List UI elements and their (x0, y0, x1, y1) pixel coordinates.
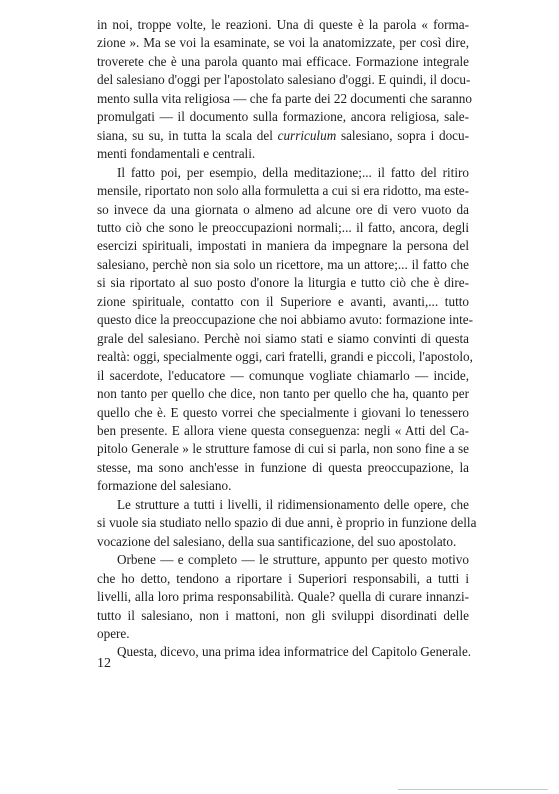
text-line: grale del salesiano. Perchè noi siamo stati e siamo convinti di questa (97, 330, 469, 346)
text-line: so invece da una giornata o almeno ad alcune ore di vero vuoto da (97, 201, 469, 217)
text-line: menti fondamentali e centrali. (97, 146, 256, 162)
text-line: siana, su su, in tutta la scala del curriculum salesiano, sopra i docu- (97, 127, 469, 143)
text-line: stesse, ma sono anch'esse in funzione di questa preoccupazione, la (97, 459, 469, 475)
text-line: il sacerdote, l'educatore — comunque vogliate chiamarlo — incide, (97, 367, 469, 383)
text-line: che ho detto, tendono a riportare i Superiori responsabili, a tutti i (97, 570, 469, 586)
text-line: mensile, riportato non solo alla formuletta a cui si era ridotto, ma este- (97, 183, 469, 199)
text-line: Le strutture a tutti i livelli, il ridimensionamento delle opere, che (117, 496, 469, 512)
text-line: Questa, dicevo, una prima idea informatrice del Capitolo Generale. (117, 644, 472, 660)
italic-term: curriculum (277, 127, 337, 143)
scan-edge-line (398, 789, 548, 790)
text-line: livelli, alla loro prima responsabilità. Quale? quella di curare innanzi- (97, 589, 469, 605)
text-line: troverete che è una parola quanto mai efficace. Formazione integrale (97, 53, 469, 69)
text-line: Il fatto poi, per esempio, della meditazione;... il fatto del ritiro (117, 164, 469, 180)
text-line: in noi, troppe volte, le reazioni. Una di queste è la parola « forma- (97, 17, 469, 32)
text-line: promulgati — il documento sulla formazione, ancora religiosa, sale- (97, 109, 469, 125)
text-line: zione ». Ma se voi la esaminate, se voi la anatomizzate, per così dire, (97, 35, 469, 51)
text-line: mento sulla vita religiosa — che fa parte dei 22 documenti che saranno (97, 90, 472, 106)
text-line: si vuole sia studiato nello spazio di due anni, è proprio in funzione della (97, 515, 477, 531)
text-line: esercizi spirituali, impostati in maniera da impegnare la persona del (97, 238, 469, 254)
text-line: formazione del salesiano. (97, 478, 232, 494)
text-line: vocazione del salesiano, della sua santificazione, del suo apostolato. (97, 533, 457, 549)
text-line: opere. (97, 625, 130, 641)
text-line: tutto ciò che sono le preoccupazioni normali;... il fatto, ancora, degli (97, 219, 469, 235)
text-line: realtà: oggi, specialmente oggi, cari fratelli, grandi e piccoli, l'apostolo, (97, 349, 473, 365)
page-number: 12 (97, 656, 111, 671)
text-line: del salesiano d'oggi per l'apostolato salesiano d'oggi. E quindi, il docu- (97, 72, 471, 88)
text-line: pitolo Generale » le strutture famose di cui si parla, non sono fine a se (97, 441, 469, 457)
text-line: quello che è. E questo vorrei che specialmente i giovani lo tenessero (97, 404, 469, 420)
text-line: zione spirituale, contatto con il Superiore e avanti, avanti,... tutto (97, 293, 469, 309)
text-line: questo dice la preoccupazione che noi abbiamo avuto: formazione inte- (97, 312, 474, 328)
text-line: salesiano, perchè non sia solo un ricettore, ma un attore;... il fatto che (97, 256, 469, 272)
text-line: ben presente. E allora viene questa conseguenza: negli « Atti del Ca- (97, 422, 469, 438)
text-line: si sia riportato al suo posto d'onore la liturgia e tutto ciò che è dire- (97, 275, 469, 291)
text-line: Orbene — e completo — le strutture, appunto per questo motivo (117, 552, 469, 568)
text-line: non tanto per quello che dice, non tanto per quello che ha, quanto per (97, 386, 469, 402)
body-text (97, 16, 477, 662)
text-line: tutto il salesiano, non i mattoni, non gli sviluppi disordinati delle (97, 607, 469, 623)
